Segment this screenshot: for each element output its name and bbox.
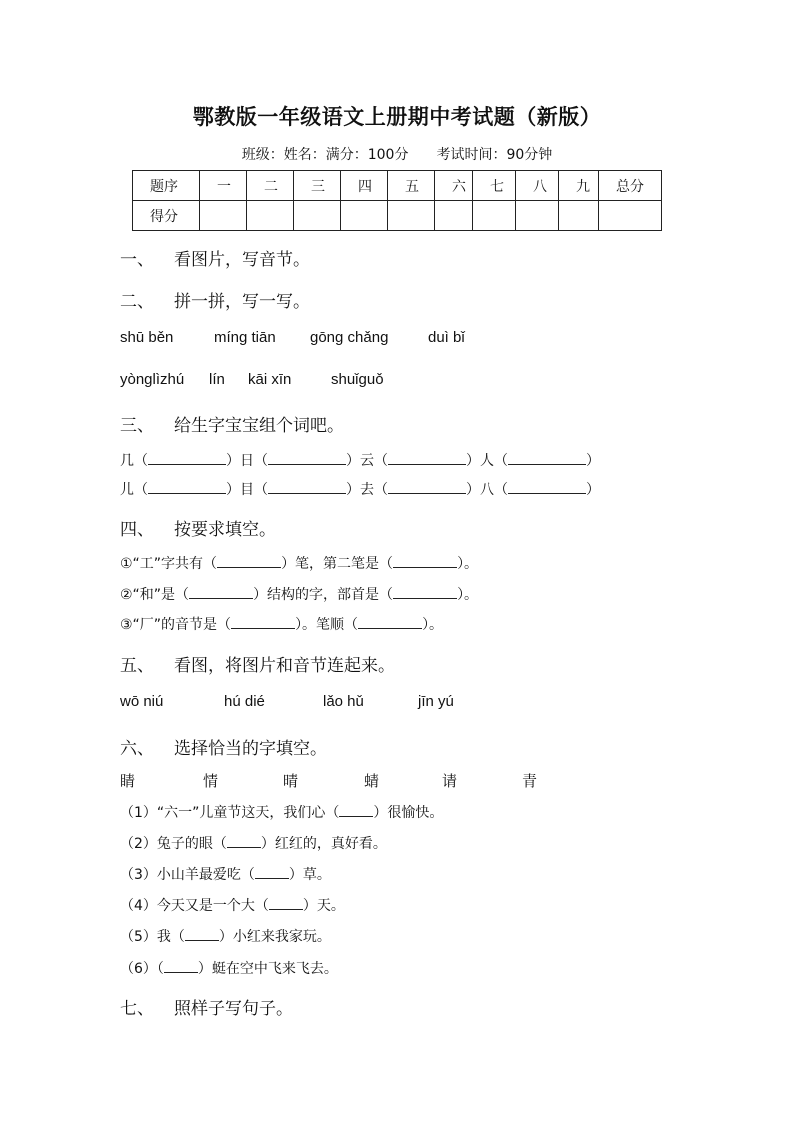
answer-blank[interactable] [189, 586, 253, 599]
sentence-text: ）很愉快。 [373, 805, 444, 821]
char-choice: 情 [203, 772, 219, 790]
char: 目 [240, 482, 254, 498]
question-text: ）。 [422, 617, 444, 633]
table-cell: 二 [247, 171, 294, 201]
answer-blank[interactable] [339, 804, 373, 817]
pinyin-item: lǎo hǔ [323, 693, 364, 710]
score-input-cell[interactable] [294, 201, 341, 231]
sentence-2 [120, 833, 387, 853]
answer-blank[interactable] [268, 452, 346, 465]
answer-blank[interactable] [358, 616, 422, 629]
answer-blank[interactable] [393, 586, 457, 599]
section-number: 二、 [120, 292, 154, 312]
answer-blank[interactable] [268, 481, 346, 494]
sentence-text: （3）小山羊最爱吃（ [120, 867, 255, 883]
section-number: 四、 [120, 520, 154, 540]
char-choice: 晴 [283, 772, 299, 790]
sentence-text: ）红红的，真好看。 [260, 836, 387, 852]
pinyin-item: kāi xīn [248, 371, 292, 388]
sentence-text: ）天。 [302, 898, 345, 914]
score-input-cell[interactable] [599, 201, 662, 231]
question-text: ）。笔顺（ [295, 617, 359, 633]
table-cell: 五 [388, 171, 435, 201]
answer-blank[interactable] [185, 928, 219, 941]
section-4-heading [120, 515, 276, 540]
answer-blank[interactable] [508, 481, 586, 494]
char: 八 [480, 482, 494, 498]
char-choice: 蜻 [364, 772, 380, 790]
answer-blank[interactable] [388, 481, 466, 494]
pinyin-item: yònglìzhú [120, 371, 185, 388]
question-text: ③“厂”的音节是（ [120, 617, 232, 633]
table-cell: 总分 [599, 171, 662, 201]
section-2-heading [120, 287, 310, 312]
score-table-score-row [133, 201, 662, 231]
table-cell: 八 [516, 171, 559, 201]
sentence-text: （5）我（ [120, 929, 185, 945]
score-input-cell[interactable] [388, 201, 435, 231]
sentence-text: ）蜓在空中飞来飞去。 [197, 961, 338, 977]
table-cell: 七 [473, 171, 516, 201]
table-cell: 三 [294, 171, 341, 201]
pinyin-item: lín [209, 371, 225, 388]
sentence-4 [120, 895, 345, 915]
sentence-5 [120, 926, 331, 946]
table-cell: 得分 [133, 201, 200, 231]
answer-blank[interactable] [217, 555, 281, 568]
answer-blank[interactable] [269, 897, 303, 910]
section-number: 七、 [120, 999, 154, 1019]
section-text: 看图，将图片和音节连起来。 [174, 656, 395, 676]
answer-blank[interactable] [148, 452, 226, 465]
fill-question-1 [120, 553, 478, 573]
score-table-header-row [133, 171, 662, 201]
section-text: 给生字宝宝组个词吧。 [174, 416, 344, 436]
section-number: 三、 [120, 416, 154, 436]
score-input-cell[interactable] [516, 201, 559, 231]
pinyin-item: shū běn [120, 329, 174, 346]
question-text: ①“工”字共有（ [120, 556, 218, 572]
question-text: ）结构的字，部首是（ [253, 587, 394, 603]
answer-blank[interactable] [393, 555, 457, 568]
section-number: 五、 [120, 656, 154, 676]
pinyin-row-3 [120, 693, 454, 710]
section-number: 一、 [120, 250, 154, 270]
sentence-1 [120, 802, 443, 822]
answer-blank[interactable] [508, 452, 586, 465]
score-input-cell[interactable] [473, 201, 516, 231]
section-7-heading [120, 994, 293, 1019]
table-cell: 题序 [133, 171, 200, 201]
pinyin-item: duì bǐ [428, 329, 465, 346]
char: 云 [360, 453, 374, 469]
exam-info-line: 班级：姓名：满分：100分 考试时间：90分钟 [241, 147, 553, 163]
char: 日 [240, 453, 254, 469]
section-1-heading [120, 245, 310, 270]
table-cell: 六 [435, 171, 473, 201]
char: 去 [360, 482, 374, 498]
section-3-heading [120, 411, 344, 436]
sentence-text: （6）（ [120, 961, 164, 977]
pinyin-item: míng tiān [214, 329, 276, 346]
table-cell: 一 [200, 171, 247, 201]
char-choice: 请 [442, 772, 458, 790]
question-text: ②“和”是（ [120, 587, 190, 603]
char: 几 [120, 453, 134, 469]
section-number: 六、 [120, 739, 154, 759]
page-title: 鄂教版一年级语文上册期中考试题（新版） [192, 105, 602, 129]
pinyin-item: gōng chǎng [310, 329, 389, 346]
word-row-2: 儿（ ）目（ ）去（ ）八（ ） [120, 482, 600, 498]
score-table [132, 170, 662, 231]
section-5-heading [120, 651, 395, 676]
score-input-cell[interactable] [435, 201, 473, 231]
answer-blank[interactable] [255, 866, 289, 879]
score-input-cell[interactable] [559, 201, 599, 231]
section-text: 照样子写句子。 [174, 999, 293, 1019]
fill-question-2 [120, 584, 478, 604]
question-text: ）。 [457, 587, 479, 603]
answer-blank[interactable] [388, 452, 466, 465]
question-text: ）笔，第二笔是（ [281, 556, 394, 572]
section-text: 选择恰当的字填空。 [174, 739, 327, 759]
char-choice: 睛 [120, 772, 136, 790]
char: 人 [480, 453, 494, 469]
score-input-cell[interactable] [247, 201, 294, 231]
pinyin-row-2 [120, 371, 384, 388]
answer-blank[interactable] [231, 616, 295, 629]
table-cell: 九 [559, 171, 599, 201]
answer-blank[interactable] [148, 481, 226, 494]
char: 儿 [120, 482, 134, 498]
sentence-text: （1）“六一”儿童节这天，我们心（ [120, 805, 340, 821]
pinyin-item: shuǐguǒ [331, 371, 384, 388]
question-text: ）。 [457, 556, 479, 572]
section-text: 按要求填空。 [174, 520, 276, 540]
pinyin-item: wō niú [120, 693, 164, 710]
sentence-text: ）草。 [288, 867, 331, 883]
section-text: 拼一拼，写一写。 [174, 292, 310, 312]
char-choice: 青 [522, 772, 538, 790]
pinyin-item: jīn yú [418, 693, 454, 710]
pinyin-row-1 [120, 329, 465, 346]
pinyin-item: hú dié [224, 693, 265, 710]
sentence-6 [120, 958, 338, 978]
section-text: 看图片，写音节。 [174, 250, 310, 270]
answer-blank[interactable] [164, 960, 198, 973]
sentence-text: （2）兔子的眼（ [120, 836, 227, 852]
answer-blank[interactable] [227, 835, 261, 848]
table-cell: 四 [341, 171, 388, 201]
sentence-text: ）小红来我家玩。 [218, 929, 331, 945]
sentence-3 [120, 864, 331, 884]
fill-question-3 [120, 614, 443, 634]
word-row-1: 几（ ）日（ ）云（ ）人（ ） [120, 453, 600, 469]
section-6-heading [120, 734, 327, 759]
score-input-cell[interactable] [200, 201, 247, 231]
sentence-text: （4）今天又是一个大（ [120, 898, 269, 914]
score-input-cell[interactable] [341, 201, 388, 231]
